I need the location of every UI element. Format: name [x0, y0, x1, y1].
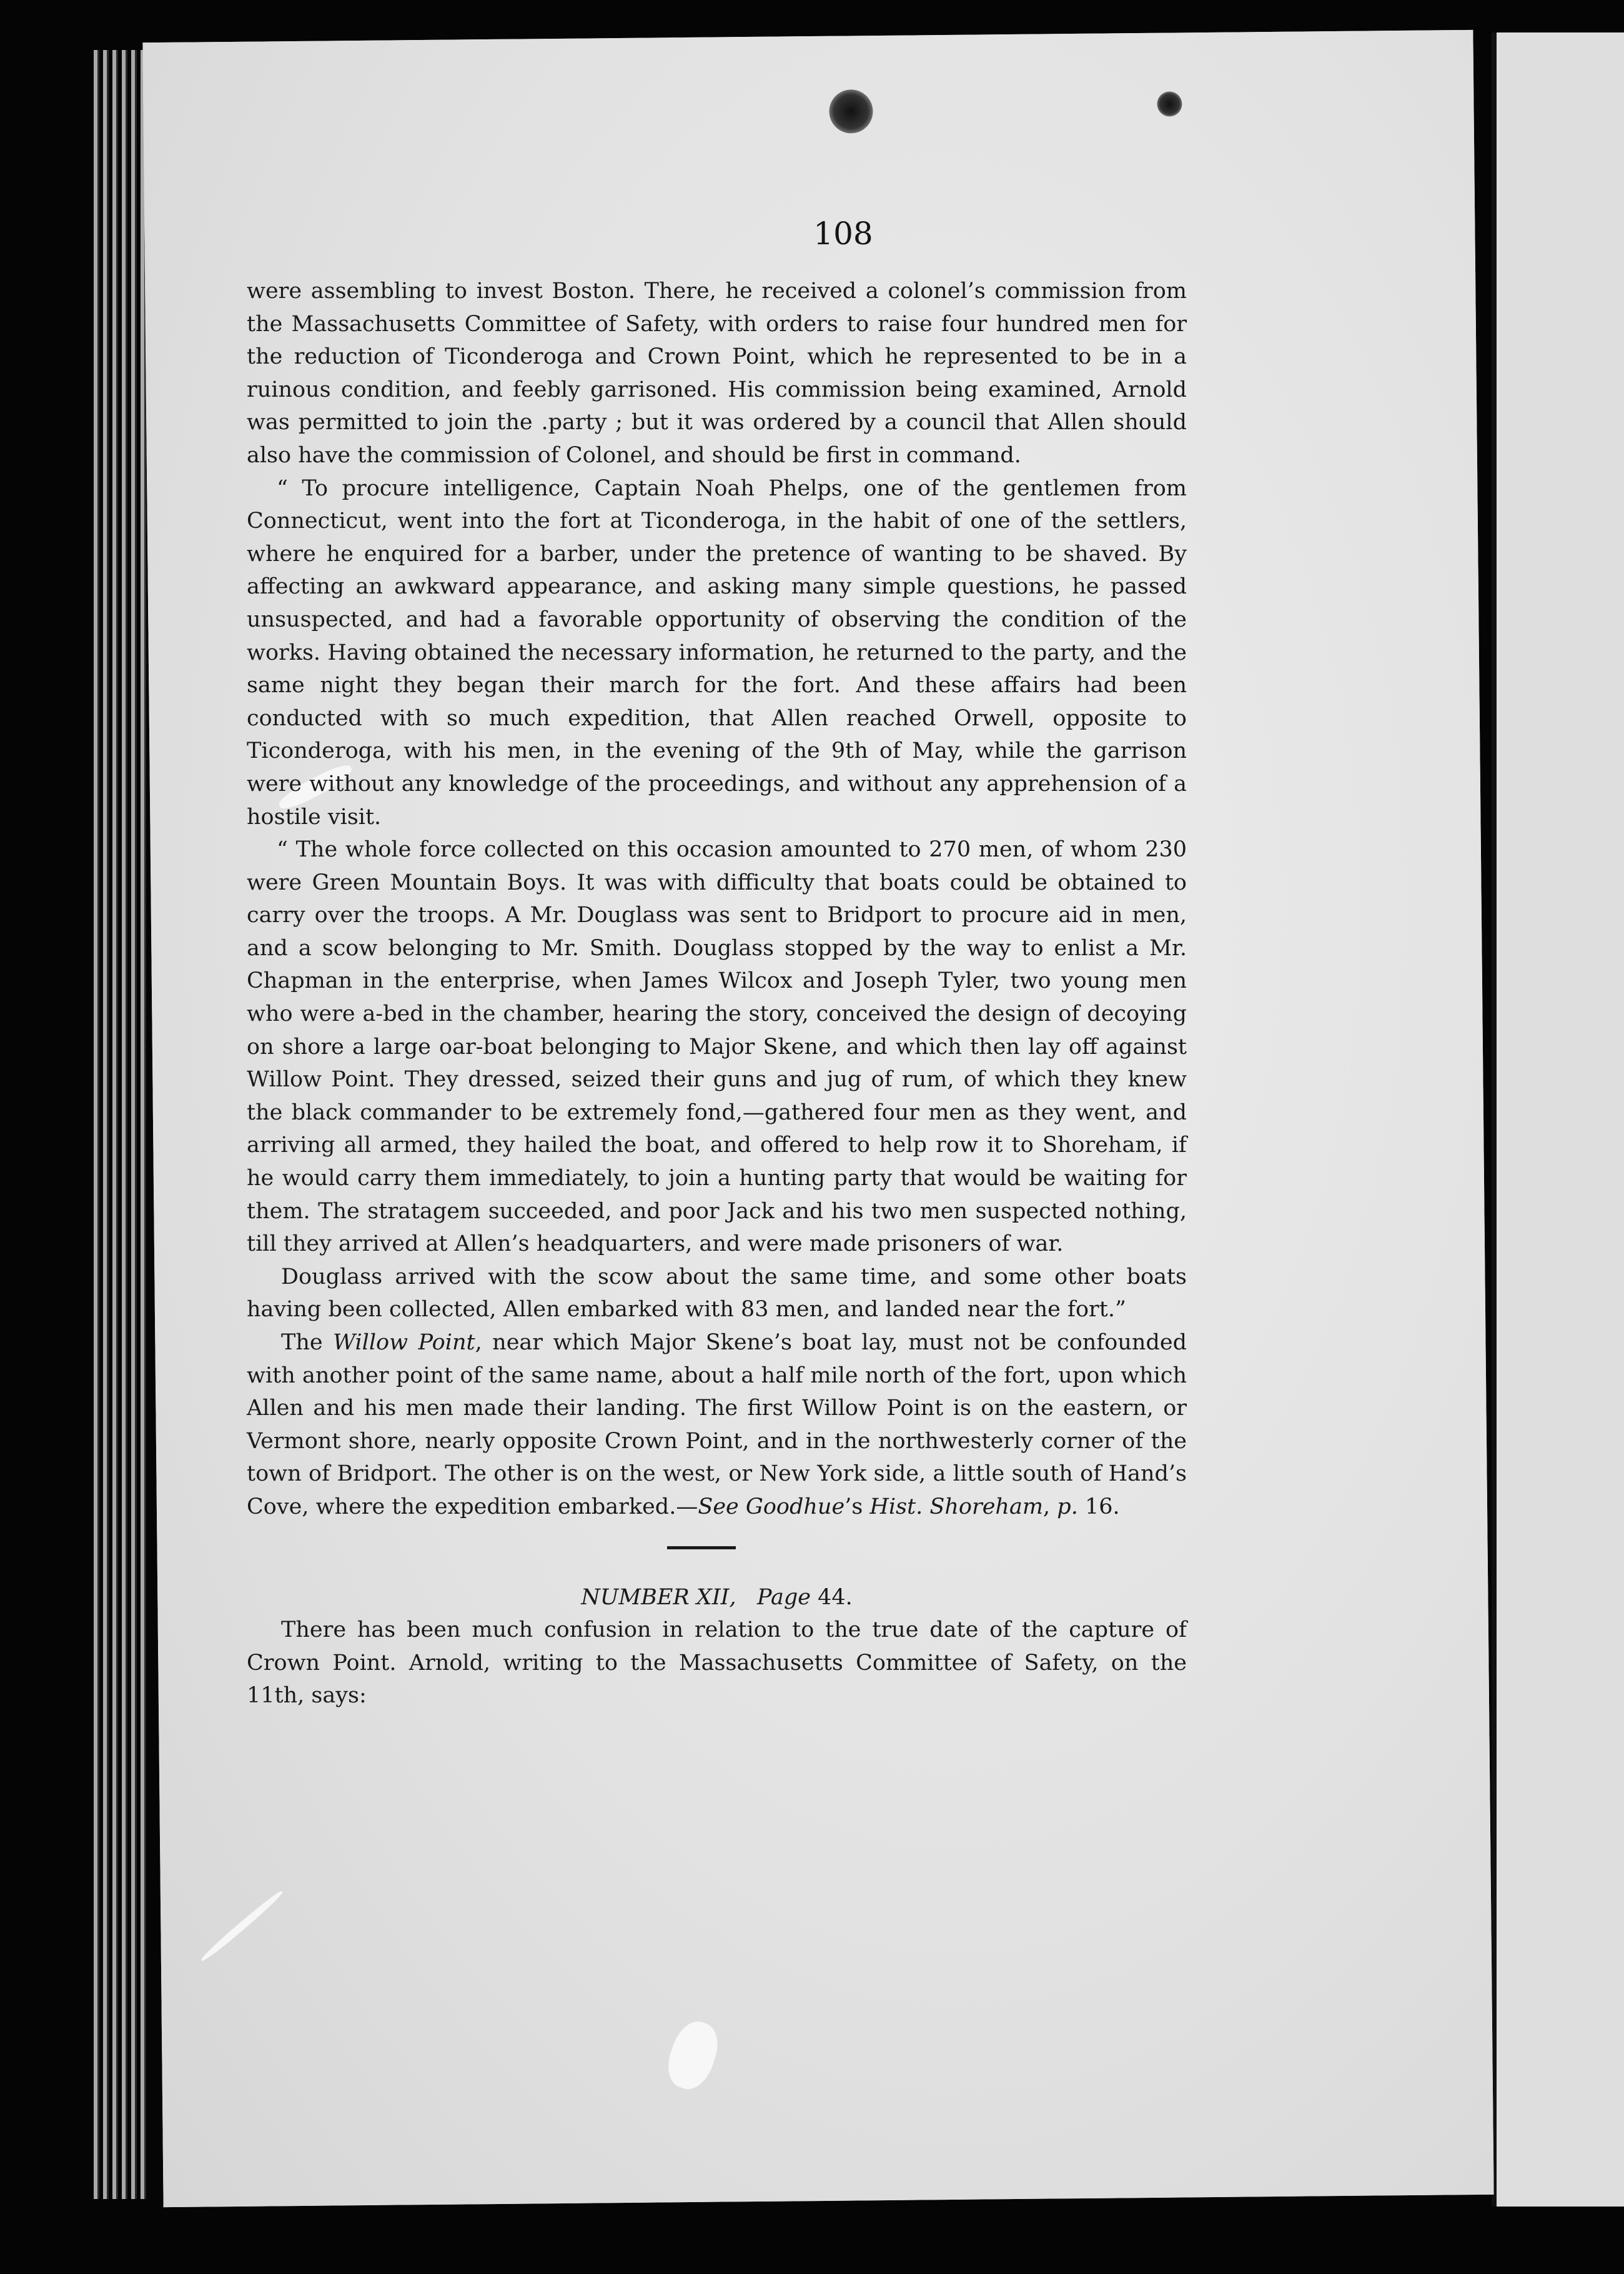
section-page-label: Page [757, 1584, 811, 1610]
adjacent-page-strip [1492, 32, 1624, 2207]
binding-hole [829, 89, 873, 134]
divider-rule [667, 1546, 736, 1549]
binding-hole [1157, 91, 1182, 116]
paragraph: were assembling to invest Boston. There, he received a colonel’s commission from the Massachusetts Committee of Safety, with orders to raise four hundred men for the reduction of Ticonderoga and Crown Point, which he represented to be in a ruinous condition, and feebly garrisoned. His commission being examined, Arnold was permitted to join the .party ; but it was ordered by a council that Allen should also have the commission of Colonel, and should be first in command. [247, 279, 1187, 468]
section-heading [247, 1581, 1187, 1614]
page-edge [122, 50, 127, 2199]
citation-text: , [1043, 1494, 1057, 1519]
page-text [247, 275, 1187, 1712]
paper-blemish [199, 1889, 285, 1964]
page-number: 108 [813, 216, 873, 252]
citation-page: 16. [1077, 1494, 1120, 1519]
page-edge [103, 50, 109, 2199]
italic-term: Willow Point [333, 1330, 475, 1355]
citation-title: Hist. Shoreham [869, 1494, 1044, 1519]
citation-author: See Goodhue [698, 1494, 845, 1519]
page-edge [131, 50, 137, 2199]
citation-text: ’s [844, 1494, 870, 1519]
paragraph [247, 1326, 1187, 1524]
paragraph: “ The whole force collected on this occasion amounted to 270 men, of whom 230 were Green Mountain Boys. It was with difficulty that boats could be obtained to carry over the troops. A Mr. Douglass was sent to Bridport to procure aid in men, and a scow belonging to Mr. Smith. Douglass stopped by the way to enlist a Mr. Chapman in the enterprise, when James Wilcox and Joseph Tyler, two young men who were a-bed in the chamber, hearing the story, conceived the design of decoying on shore a large oar-boat belonging to Major Skene, and which then lay off against Willow Point. They dressed, seized their guns and jug of rum, of which they knew the black commander to be extremely fond,—gathered four men as they went, and arriving all armed, they hailed the boat, and offered to help row it to Shoreham, if he would carry them immediately, to join a hunting party that would be waiting for them. The stratagem succeeded, and poor Jack and his two men suspected nothing, till they arrived at Allen’s headquarters, and were made prisoners of war. [247, 837, 1187, 1257]
paper-blemish [661, 2015, 725, 2095]
section-page-number: 44. [818, 1584, 853, 1610]
page-edge [94, 50, 99, 2199]
paragraph-body: , near which Major Skene’s boat lay, must not be confounded with another point of the same name, about a half mile north of the fort, upon which Allen and his men made their landing. The first Willow Point is on the eastern, or Vermont shore, nearly opposite Crown Point, and in the northwesterly corner of the town of Bridport. The other is on the west, or New York side, a little south of Hand’s Cove, where the expedition embarked.— [247, 1330, 1187, 1519]
paragraph-lead: The [281, 1330, 334, 1355]
paragraph: There has been much confusion in relation to the true date of the capture of Crown Point. Arnold, writing to the Massachusetts Committee of Safety, on the 11th, says: [247, 1617, 1187, 1709]
section-number: NUMBER XII, [581, 1584, 736, 1610]
paragraph: “ To procure intelligence, Captain Noah Phelps, one of the gentlemen from Connecticut, went into the fort at Ticonderoga, in the habit of one of the settlers, where he enquired for a barber, under the pretence of wanting to be shaved. By affecting an awkward appearance, and asking many simple questions, he passed unsuspected, and had a favorable opportunity of observing the condition of the works. Having obtained the necessary information, he returned to the party, and the same night they began their march for the fort. And these affairs had been conducted with so much expedition, that Allen reached Orwell, opposite to Ticonderoga, with his men, in the evening of the 9th of May, while the garrison were without any knowledge of the proceedings, and without any apprehension of a hostile visit. [247, 475, 1187, 830]
section-divider [247, 1524, 1187, 1581]
paragraph: Douglass arrived with the scow about the same time, and some other boats having been collected, Allen embarked with 83 men, and landed near the fort.” [247, 1264, 1187, 1323]
citation-page-label: p. [1057, 1494, 1078, 1519]
page-edge [112, 50, 118, 2199]
